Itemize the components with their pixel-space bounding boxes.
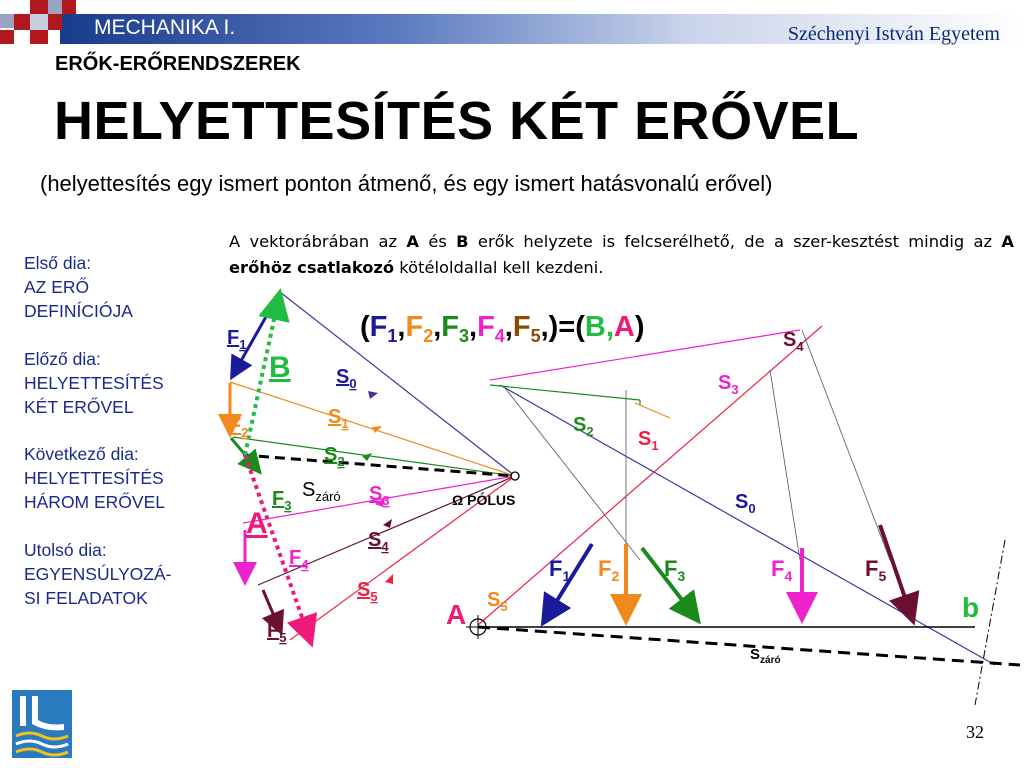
label-force-f1: $F_1$ (549, 556, 571, 584)
label-ray-s1: $S_1$ (328, 406, 349, 431)
label-ray-s5: $S_5$ (357, 579, 378, 604)
slide-title: HELYETTESÍTÉS KÉT ERŐVEL (54, 91, 860, 151)
nav-next-slide-line: HELYETTESÍTÉS (24, 468, 164, 488)
label-b: B (269, 351, 291, 384)
label-ray-closing: $S_{záró}$ (302, 479, 341, 504)
slide-subtitle: (helyettesítés egy ismert ponton átmenő, és egy ismert hatásvonalú erővel) (40, 171, 773, 196)
label-funicular-s5: $S_5$ (487, 589, 508, 614)
label-force-f5: $F_5$ (865, 556, 887, 584)
label-ray-s2: $S_2$ (324, 444, 345, 469)
label-line-b: b (962, 592, 980, 623)
nav-previous-slide-line: HELYETTESÍTÉS (24, 373, 164, 393)
label-force-f4: $F_4$ (771, 556, 793, 584)
label-point-a: A (446, 599, 467, 630)
line-b (975, 540, 1005, 705)
funicular-labels (446, 329, 979, 666)
label-polygon-f1: $F_1$ (227, 327, 247, 352)
nav-next-slide-label: Következő dia: (24, 444, 139, 464)
label-force-f3: $F_3$ (664, 556, 686, 584)
nav-next-slide-line: HÁROM ERŐVEL (24, 492, 165, 512)
label-a-polygon: A (246, 507, 268, 540)
nav-last-slide-label: Utolsó dia: (24, 540, 107, 560)
label-polygon-f2: $F_2$ (229, 415, 249, 440)
label-polygon-f3: $F_3$ (272, 488, 292, 513)
nav-last-slide-line: SI FELADATOK (24, 588, 148, 608)
label-funicular-s0: $S_0$ (735, 491, 756, 516)
label-funicular-s2: $S_2$ (573, 414, 594, 439)
pole-point (511, 472, 519, 480)
label-force-f2: $F_2$ (598, 556, 620, 584)
construction-note: A vektorábrában az A és B erők helyzete is felcserélhető, de a szer-kesztést mindig az A erőhöz csatlakozó kötéloldallal kell kezdeni. (229, 232, 1014, 277)
section-title: ERŐK-ERŐRENDSZEREK (55, 53, 301, 75)
nav-first-slide-line: AZ ERŐ (24, 277, 90, 297)
course-title: MECHANIKA I. (94, 16, 236, 39)
label-polygon-f4: $F_4$ (289, 547, 309, 572)
nav-first-slide-line: DEFINÍCIÓJA (24, 301, 133, 321)
equation: $(F_1,F_2,F_3,F_4,F_5,)=(B,A)$ (360, 311, 645, 346)
label-funicular-s4: $S_4$ (783, 329, 804, 354)
label-ray-s0: $S_0$ (336, 366, 357, 391)
nav-first-slide-label: Első dia: (24, 253, 92, 273)
label-funicular-s1: $S_1$ (638, 428, 659, 453)
nav-previous-slide-line: KÉT ERŐVEL (24, 397, 134, 417)
university-name: Széchenyi István Egyetem (787, 23, 1000, 45)
label-funicular-s3: $S_3$ (718, 372, 739, 397)
polygon-labels (227, 327, 515, 645)
label-polygon-f5: $F_5$ (267, 620, 287, 645)
label-funicular-closing: $S_{záró}$ (750, 646, 781, 666)
label-ray-s3: $S_3$ (369, 483, 390, 508)
label-ray-s4: $S_4$ (368, 529, 389, 554)
nav-previous-slide-label: Előző dia: (24, 349, 101, 369)
nav-last-slide-line: EGYENSÚLYOZÁ- (24, 564, 172, 584)
university-emblem (12, 690, 72, 758)
point-a-marker (466, 615, 490, 639)
ray-closing (243, 455, 515, 476)
label-pole: Ω PÓLUS (452, 492, 516, 508)
page-number: 32 (966, 722, 984, 742)
